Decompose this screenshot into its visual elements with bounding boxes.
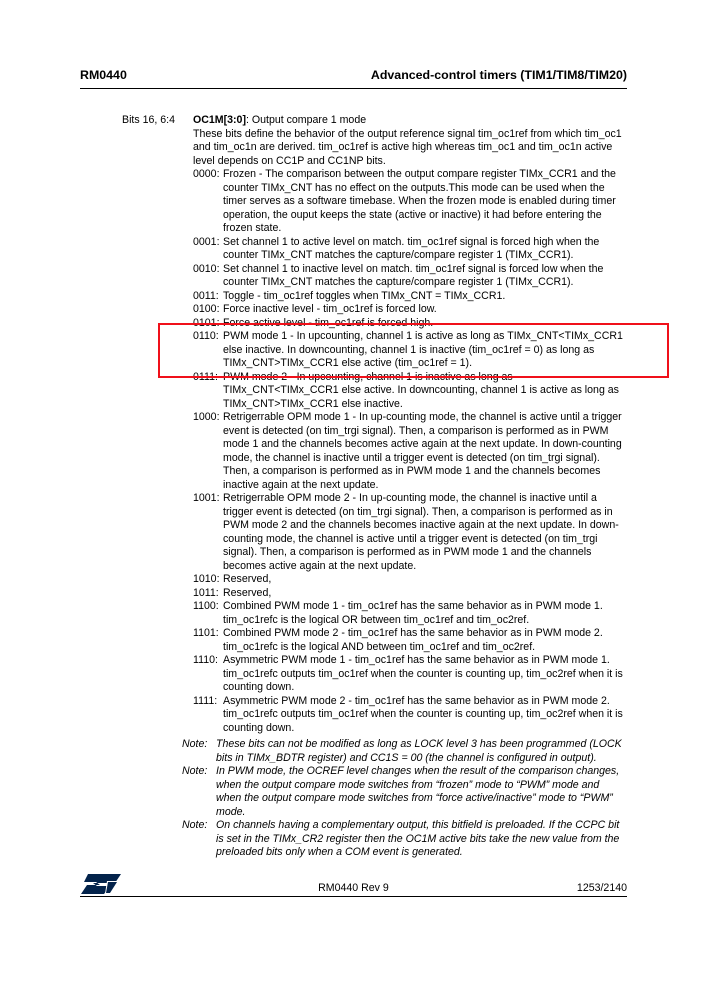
mode-code: 1011: [193, 586, 219, 599]
mode-text: Toggle - tim_oc1ref toggles when TIMx_CNT = TIMx_CCR1. [223, 289, 506, 302]
note [182, 738, 625, 765]
header-divider [80, 88, 627, 89]
mode-code: 1110: [193, 654, 218, 666]
mode-item [193, 492, 625, 573]
mode-code: 0101: [193, 316, 220, 329]
mode-text: Set channel 1 to active level on match. tim_oc1ref signal is forced high when the counter TIMx_CNT matches the capture/compare register 1 (TIMx_CCR1). [223, 235, 600, 261]
mode-text: Asymmetric PWM mode 2 - tim_oc1ref has the same behavior as in PWM mode 2. tim_oc1refc outputs tim_oc1ref when the counter is counting up, tim_oc2ref when it is counting down. [223, 694, 623, 734]
mode-text: Retrigerrable OPM mode 2 - In up-counting mode, the channel is inactive until a trigger event is detected (on tim_trgi signal). Then, a comparison is performed as in PWM mode 2 and the channels becomes inactive again at the next update. In down-counting mode, the channel is active until a trigger event is detected (on tim_trgi signal). Then, a comparison is performed as in PWM mode 1 and the channels becomes active again at the next update. [223, 492, 619, 572]
mode-item [193, 303, 625, 317]
mode-text: Combined PWM mode 2 - tim_oc1ref has the same behavior as in PWM mode 2. tim_oc1refc is the logical AND between tim_oc1ref and tim_oc2ref. [223, 627, 603, 653]
mode-item [193, 263, 625, 290]
mode-item [193, 411, 625, 492]
note-label: Note: [182, 738, 208, 750]
mode-list [193, 168, 625, 735]
mode-code: 0110: [193, 330, 219, 342]
note [182, 765, 625, 819]
mode-code: 0111: [193, 370, 218, 383]
mode-item [193, 587, 625, 601]
field-intro: These bits define the behavior of the output reference signal tim_oc1ref from which tim_oc1 and tim_oc1n are derived. tim_oc1ref is active high whereas tim_oc1 and tim_oc1n active level depends on CC1P and CC1NP bits. [193, 127, 622, 167]
notes [182, 738, 625, 860]
field-title [193, 114, 625, 128]
mode-item [193, 600, 625, 627]
mode-code: 0100: [193, 303, 220, 315]
mode-item [193, 654, 625, 695]
mode-text: Retrigerrable OPM mode 1 - In up-counting mode, the channel is active until a trigger event is detected (on tim_trgi signal). Then, a comparison is performed as in PWM mode 1 and the channels becomes active again at the next update. In down-counting mode, the channel is inactive until a trigger event is detected (on tim_trgi signal). Then, a comparison is performed as in PWM mode 1 and the channels becomes inactive again at the next update. [223, 411, 622, 491]
field-title-rest: : Output compare 1 mode [245, 114, 367, 126]
mode-code: 1101: [193, 627, 219, 639]
field-description [193, 114, 625, 735]
note-label: Note: [182, 819, 208, 831]
mode-code: 1010: [193, 573, 220, 585]
mode-item [193, 695, 625, 736]
mode-item [193, 627, 625, 654]
highlight-box [158, 323, 669, 378]
mode-text: PWM mode 2 - In upcounting, channel 1 is inactive as long as TIMx_CNT<TIMx_CCR1 else active. In downcounting, channel 1 is active as long as TIMx_CNT>TIMx_CCR1 else inactive. [223, 370, 619, 410]
page-number: 1253/2140 [576, 882, 627, 894]
mode-text: Force inactive level - tim_oc1ref is forced low. [223, 303, 437, 315]
mode-text: Combined PWM mode 1 - tim_oc1ref has the same behavior as in PWM mode 1. tim_oc1refc is the logical OR between tim_oc1ref and tim_oc2ref. [223, 600, 603, 626]
mode-code: 1111: [193, 694, 218, 707]
mode-item [193, 168, 625, 236]
doc-id: RM0440 [80, 68, 127, 82]
mode-text: Frozen - The comparison between the output compare register TIMx_CCR1 and the counter TIMx_CNT has no effect on the outputs.This mode can be used when the timer serves as a software timebase. When the frozen mode is enabled during timer operation, the ouput keeps the state (active or inactive) it had before entering the frozen state. [223, 168, 616, 234]
mode-code: 0011: [193, 289, 219, 302]
mode-item [193, 236, 625, 263]
mode-text: Force active level - tim_oc1ref is forced high. [223, 316, 434, 329]
field-name: OC1M[3:0] [193, 114, 246, 126]
note-text: On channels having a complementary output, this bitfield is preloaded. If the CCPC bit is set in the TIMx_CR2 register then the OC1M active bits take the new value from the preloaded bits only when a COM event is generated. [216, 819, 620, 858]
mode-code: 1001: [193, 492, 220, 504]
mode-text: Reserved, [223, 586, 272, 599]
mode-text: Reserved, [223, 573, 272, 585]
mode-code: 0000: [193, 168, 220, 180]
mode-text: PWM mode 1 - In upcounting, channel 1 is active as long as TIMx_CNT<TIMx_CCR1 else inactive. In downcounting, channel 1 is inactive (tim_oc1ref = 0) as long as TIMx_CNT>TIMx_CCR1 else active (tim_oc1ref = 1). [223, 330, 623, 369]
mode-code: 0010: [193, 262, 220, 275]
mode-code: 0001: [193, 235, 220, 248]
mode-code: 1000: [193, 411, 220, 423]
note-text: In PWM mode, the OCREF level changes when the result of the comparison changes, when the output compare mode switches from “frozen” mode to “PWM” mode and when the output compare mode switches from “force active/inactive” mode to “PWM” mode. [216, 765, 620, 818]
note-text: These bits can not be modified as long as LOCK level 3 has been programmed (LOCK bits in TIMx_BDTR register) and CC1S = 00 (the channel is configured in output). [216, 738, 622, 764]
mode-item [193, 290, 625, 304]
section-title: Advanced-control timers (TIM1/TIM8/TIM20) [370, 68, 627, 82]
mode-text: Asymmetric PWM mode 1 - tim_oc1ref has the same behavior as in PWM mode 1. tim_oc1refc outputs tim_oc1ref when the counter is counting up, tim_oc2ref when it is counting down. [223, 654, 623, 693]
mode-code: 1100: [193, 600, 219, 612]
mode-item [193, 573, 625, 587]
bits-label: Bits 16, 6:4 [122, 114, 175, 126]
note-label: Note: [182, 765, 208, 777]
doc-revision: RM0440 Rev 9 [318, 882, 389, 894]
mode-text: Set channel 1 to inactive level on match. tim_oc1ref signal is forced low when the counter TIMx_CNT matches the capture/compare register 1 (TIMx_CCR1). [223, 262, 604, 288]
page-header [80, 68, 627, 86]
note [182, 819, 625, 860]
footer-divider [80, 896, 627, 897]
